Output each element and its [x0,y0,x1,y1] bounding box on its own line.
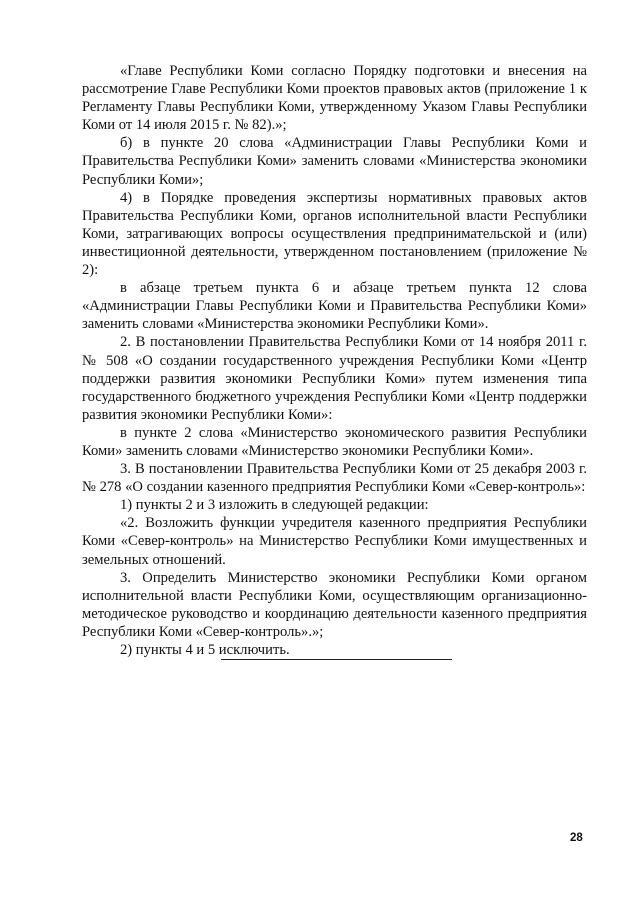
paragraph: в пункте 2 слова «Министерство экономического развития Республики Коми» заменить словами «Министерство экономики Республики Коми». [82,424,587,459]
paragraph: в абзаце третьем пункта 6 и абзаце третьем пункта 12 слова «Администрации Главы Республики Коми и Правительства Республики Коми» заменить словами «Министерства экономики Республики Коми». [82,280,587,333]
end-divider-line [221,659,452,660]
paragraph: 1) пункты 2 и 3 изложить в следующей редакции: [120,497,429,514]
page-number: 28 [570,832,583,844]
paragraph: 2) пункты 4 и 5 исключить. [120,642,290,658]
paragraph: б) в пункте 20 слова «Администрации Главы Республики Коми и Правительства Республики Коми» заменить словами «Министерства экономики Республики Коми»; [82,135,587,188]
paragraph: 3. В постановлении Правительства Республики Коми от 25 декабря 2003 г. № 278 «О создании казенного предприятия Республики Коми «Север-контроль»: [82,461,587,496]
document-body [82,62,587,659]
paragraph: 3. Определить Министерство экономики Республики Коми органом исполнительной власти Республики Коми, осуществляющим организационно-методическое руководство и координацию деятельности казенного предприятия Республики Коми «Север-контроль».»; [82,569,587,640]
paragraph: 4) в Порядке проведения экспертизы нормативных правовых актов Правительства Республики Коми, органов исполнительной власти Республики Коми, затрагивающих вопросы осуществления предпринимательской и (или) инвестиционной деятельности, утвержденном постановлением (приложение № 2): [82,189,587,279]
paragraph: «Главе Республики Коми согласно Порядку подготовки и внесения на рассмотрение Главе Республики Коми проектов правовых актов (приложение 1 к Регламенту Главы Республики Коми, утвержденному Указом Главы Республики Коми от 14 июля 2015 г. № 82).»; [82,63,587,134]
paragraph: 2. В постановлении Правительства Республики Коми от 14 ноября 2011 г. № 508 «О создании государственного учреждения Республики Коми «Центр поддержки развития экономики Республики Коми» путем изменения типа государственного бюджетного учреждения Республики Коми «Центр поддержки развития экономики Республики Коми»: [82,334,587,423]
paragraph: «2. Возложить функции учредителя казенного предприятия Республики Коми «Север-контроль» на Министерство Республики Коми имущественных и земельных отношений. [82,515,587,568]
